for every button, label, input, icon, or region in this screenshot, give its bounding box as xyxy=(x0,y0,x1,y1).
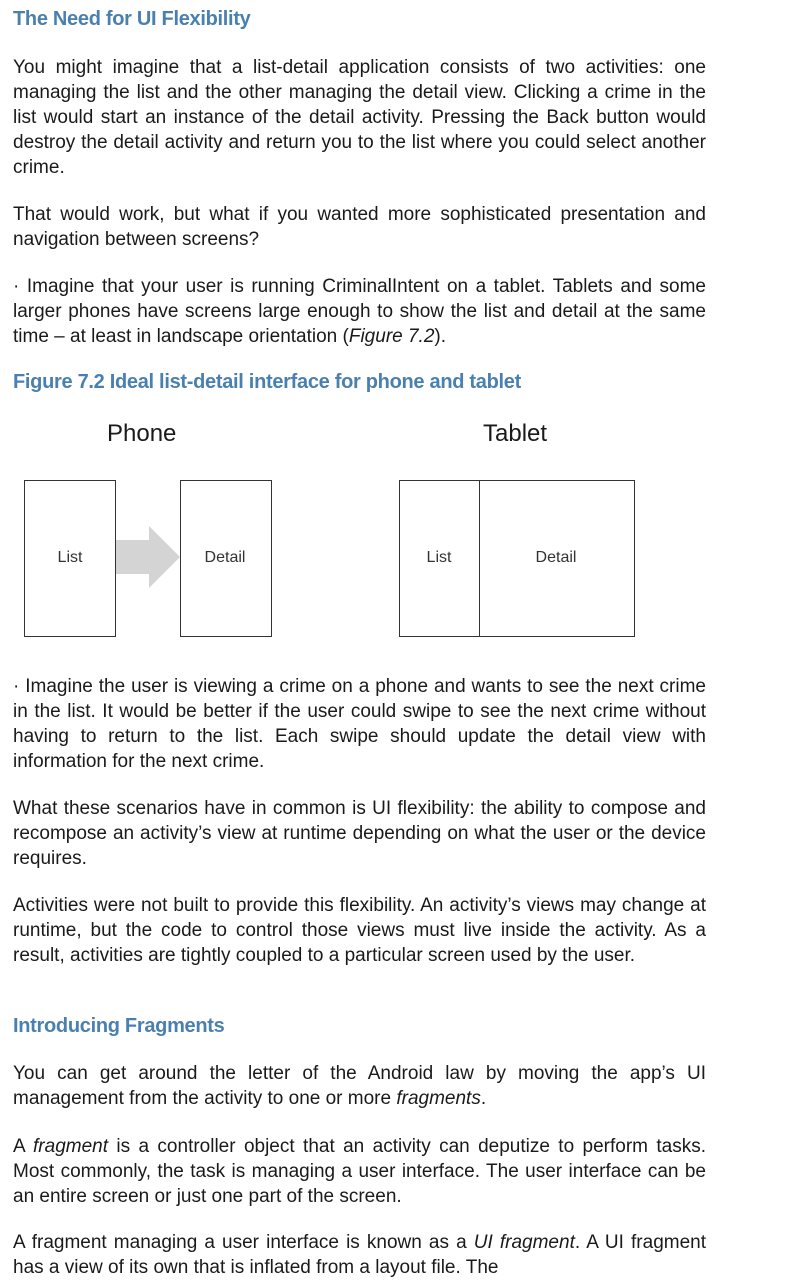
emphasis-fragments: fragments xyxy=(396,1088,481,1109)
paragraph-text-end: ). xyxy=(434,326,447,347)
paragraph-text: is a controller object that an activity can deputize to perform tasks. Most commonly, the task is managing a user interface. The user interface can be an entire screen or just one part of the screen. xyxy=(13,1136,706,1207)
section-heading-ui-flexibility: The Need for UI Flexibility xyxy=(13,8,251,30)
phone-list-label: List xyxy=(57,549,83,566)
paragraph-text-end: . A UI fragment has a view of its own that is inflated from a layout file. The xyxy=(13,1232,707,1278)
paragraph-swipe-scenario: · Imagine the user is viewing a crime on a phone and wants to see the next crime in the list. It would be better if the user could swipe to see the next crime without having to return to the list. Each swipe should update the detail view with information for the next crime. xyxy=(13,676,706,772)
figure-caption: Figure 7.2 Ideal list-detail interface for phone and tablet xyxy=(13,371,521,393)
tablet-label: Tablet xyxy=(483,420,548,447)
phone-label: Phone xyxy=(107,420,177,447)
phone-detail-label: Detail xyxy=(204,549,246,566)
tablet-pane-divider xyxy=(479,480,480,637)
paragraph-fragment-definition xyxy=(13,1134,706,1209)
paragraph-activities-limitation: Activities were not built to provide this flexibility. An activity’s views may change at runtime, but the code to control those views must live inside the activity. As a result, activities are tightly coupled to a particular screen used by the user. xyxy=(13,895,706,966)
tablet-list-label: List xyxy=(426,549,452,566)
navigation-arrow-icon xyxy=(116,526,182,588)
paragraph-sophisticated-presentation: That would work, but what if you wanted more sophisticated presentation and navigation between screens? xyxy=(13,204,706,250)
emphasis-fragment: fragment xyxy=(33,1136,108,1157)
section-heading-introducing-fragments: Introducing Fragments xyxy=(13,1015,225,1037)
figure-reference: Figure 7.2 xyxy=(348,326,435,347)
tablet-detail-label: Detail xyxy=(535,549,577,566)
paragraph-tablet-scenario xyxy=(13,274,706,349)
emphasis-ui-fragment: UI fragment xyxy=(473,1232,575,1253)
paragraph-ui-flexibility-definition: What these scenarios have in common is UI flexibility: the ability to compose and recompose an activity’s view at runtime depending on what the user or the device requires. xyxy=(13,798,706,869)
list-detail-figure xyxy=(13,410,706,680)
paragraph-text-end: . xyxy=(480,1088,487,1109)
paragraph-text: A fragment managing a user interface is known as a xyxy=(13,1232,474,1253)
paragraph-ui-fragment xyxy=(13,1230,706,1280)
paragraph-list-detail-activities: You might imagine that a list-detail application consists of two activities: one managing the list and the other managing the detail view. Clicking a crime in the list would start an instance of the detail activity. Pressing the Back button would destroy the detail activity and return you to the list where you could select another crime. xyxy=(13,57,706,178)
paragraph-text: · Imagine that your user is running CriminalIntent on a tablet. Tablets and some larger phones have screens large enough to show the list and detail at the same time – at least in landscape orientation ( xyxy=(13,276,706,347)
paragraph-fragments-intro xyxy=(13,1061,706,1111)
paragraph-text-start: A xyxy=(13,1136,34,1157)
paragraph-text: You can get around the letter of the Android law by moving the app’s UI management from the activity to one or more xyxy=(13,1063,706,1109)
